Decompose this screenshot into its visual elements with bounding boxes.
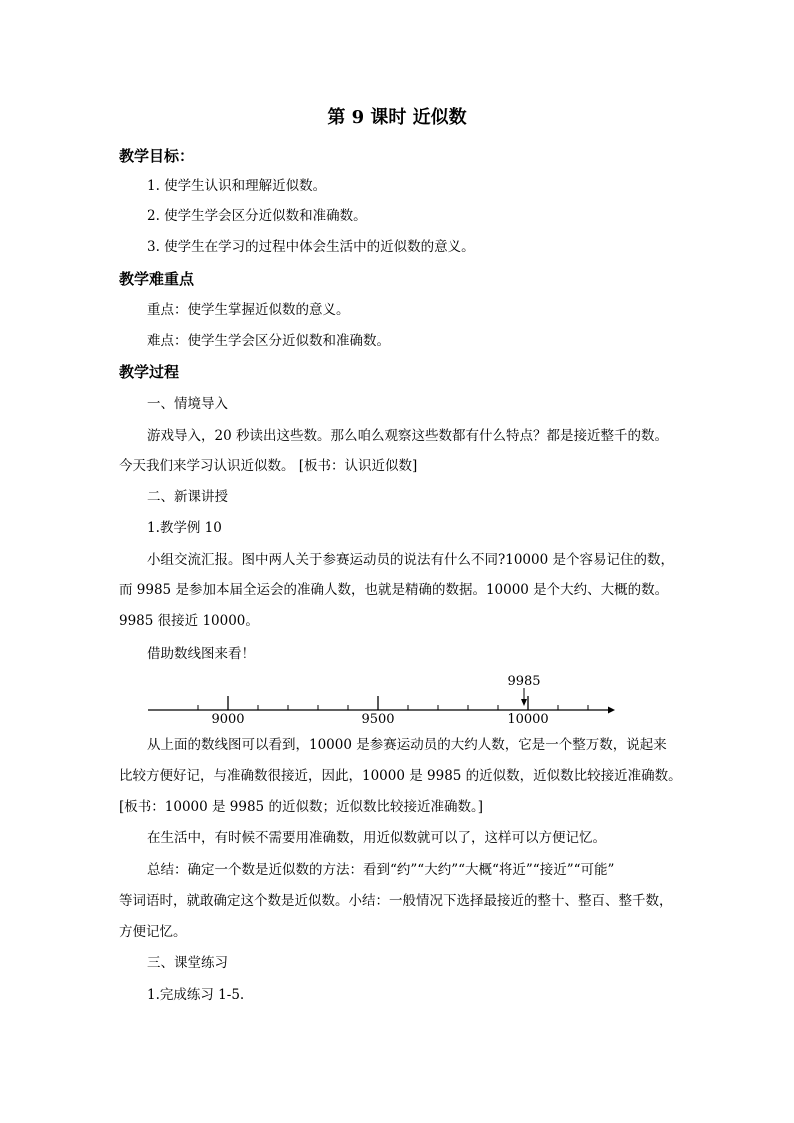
goal-item: 3. 使学生在学习的过程中体会生活中的近似数的意义。	[147, 239, 475, 255]
tick-label: 9000	[211, 712, 245, 727]
paragraph-line: 小组交流汇报。图中两人关于参赛运动员的说法有什么不同?10000 是个容易记住的数，	[147, 552, 674, 568]
goal-item: 1. 使学生认识和理解近似数。	[147, 178, 327, 194]
goals-heading: 教学目标：	[119, 147, 195, 165]
exercise-item: 1.完成练习 1-5.	[147, 987, 245, 1003]
paragraph-line: 方便记忆。	[119, 924, 187, 940]
paragraph-line: 而 9985 是参加本届全运会的准确人数，也就是精确的数据。10000 是个大约、大概的数。	[119, 582, 669, 598]
tick-label: 9500	[361, 712, 395, 727]
paragraph-line: 在生活中，有时候不需要用准确数，用近似数就可以了，这样可以方便记忆。	[147, 830, 606, 846]
marker-label: 9985	[507, 674, 541, 689]
arrow-head	[608, 707, 615, 714]
paragraph-line: 总结：确定一个数是近似数的方法：看到“约”“大约”“大概“将近”“接近”“可能”	[147, 862, 615, 878]
goal-item: 2. 使学生学会区分近似数和准确数。	[147, 208, 367, 224]
lesson-title: 第 9 课时 近似数	[327, 107, 467, 128]
paragraph-line: 游戏导入，20 秒读出这些数。那么咱么观察这些数都有什么特点？都是接近整千的数。	[147, 428, 668, 444]
minor-ticks	[198, 705, 588, 710]
key-points-heading: 教学难重点	[119, 270, 195, 288]
paragraph-line: [板书：10000 是 9985 的近似数；近似数比较接近准确数。]	[119, 799, 483, 815]
section-title-practice: 三、课堂练习	[147, 955, 228, 971]
numberline-intro: 借助数线图来看！	[147, 646, 255, 662]
paragraph-line: 9985 很接近 10000。	[119, 613, 259, 629]
example-title: 1.教学例 10	[147, 520, 222, 536]
paragraph-line: 比较方便好记，与准确数很接近，因此，10000 是 9985 的近似数，近似数比较接近准确数。	[119, 768, 682, 784]
difficulty-point: 难点：使学生学会区分近似数和准确数。	[147, 333, 390, 349]
paragraph-line: 今天我们来学习认识近似数。 [板书：认识近似数]	[119, 458, 418, 474]
paragraph-line: 从上面的数线图可以看到，10000 是参赛运动员的大约人数，它是一个整万数，说起来	[147, 737, 667, 753]
section-title-intro: 一、情境导入	[147, 396, 228, 412]
marker-arrow-head	[521, 699, 527, 706]
number-line-figure	[140, 668, 620, 728]
section-title-new-lesson: 二、新课讲授	[147, 489, 228, 505]
process-heading: 教学过程	[119, 363, 180, 381]
tick-label: 10000	[507, 712, 549, 727]
paragraph-line: 等词语时，就敢确定这个数是近似数。小结：一般情况下选择最接近的整十、整百、整千数，	[119, 893, 673, 909]
focus-point: 重点：使学生掌握近似数的意义。	[147, 302, 350, 318]
